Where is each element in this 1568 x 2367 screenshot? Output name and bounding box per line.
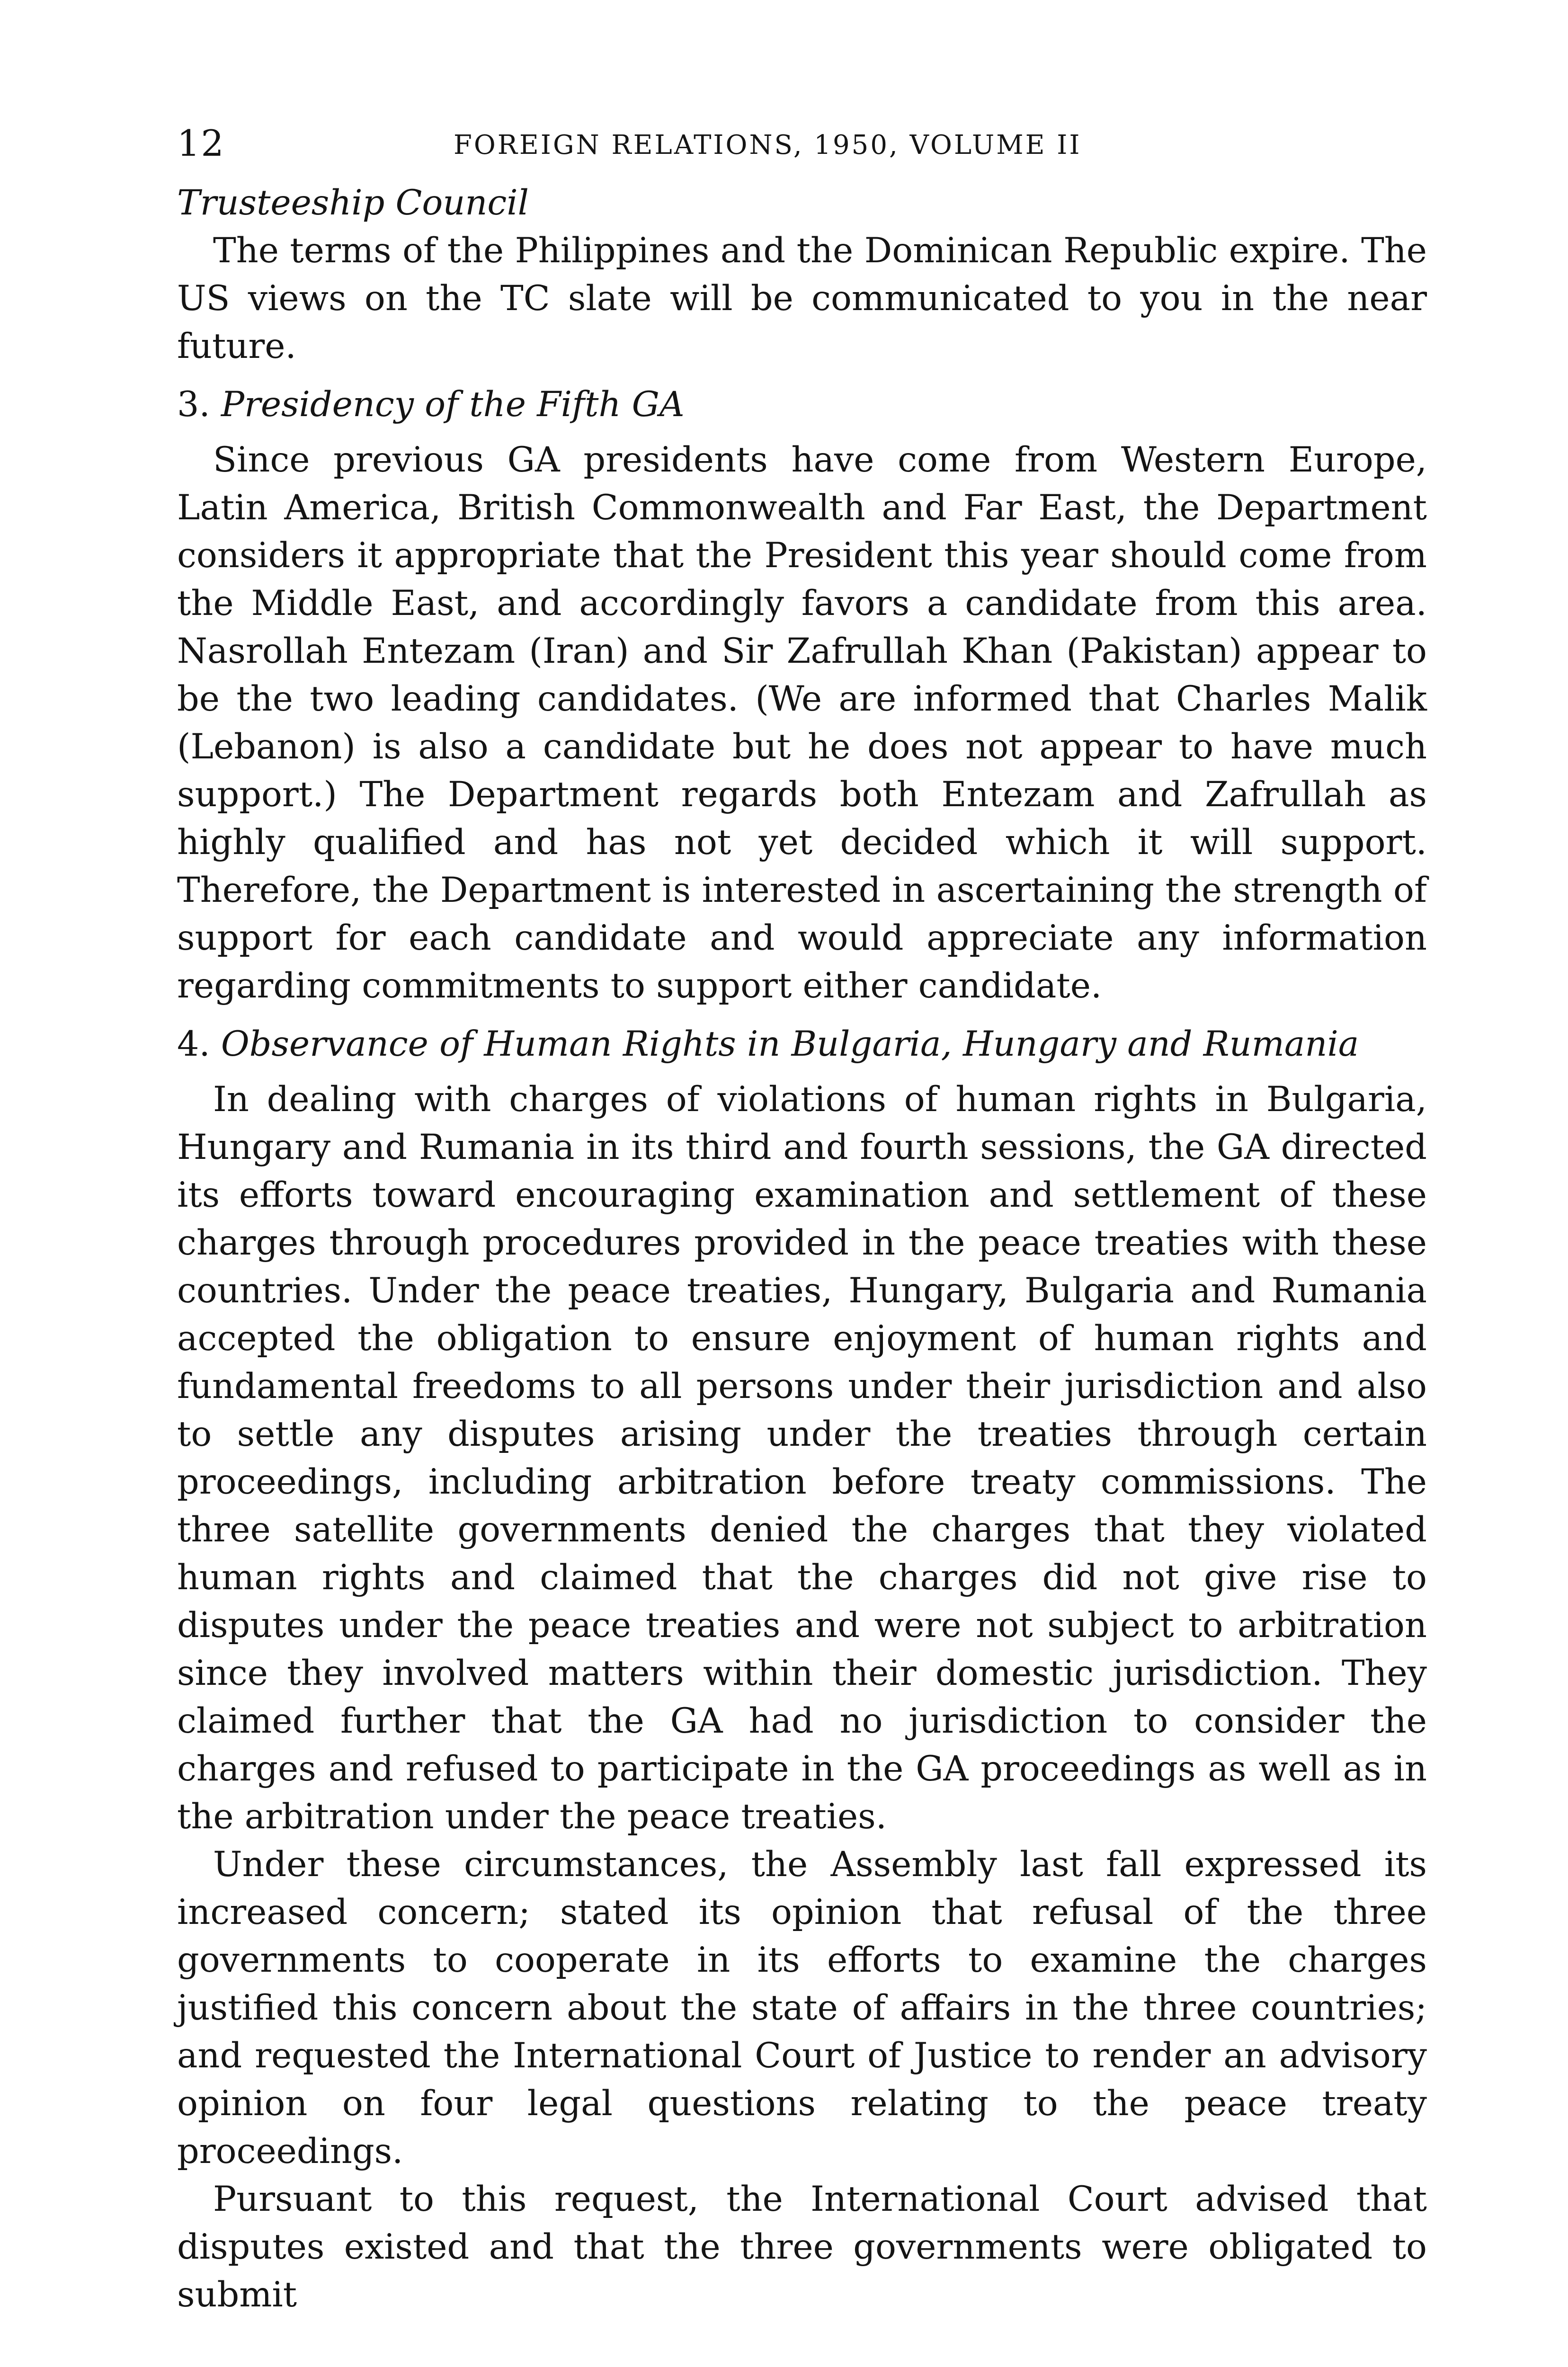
section-3-heading	[177, 381, 1427, 428]
section-spacer	[177, 370, 1427, 381]
trusteeship-subheading: Trusteeship Council	[177, 183, 529, 223]
page-number: 12	[177, 122, 225, 164]
document-page	[177, 122, 1427, 2319]
section-4-paragraph-2: Under these circumstances, the Assembly last fall expressed its increased concern; stated its opinion that refusal of the three governments to cooperate in its efforts to examine the charges justified this concern about the state of affairs in the three countries; and requested the International Court of Justice to render an advisory opinion on four legal questions relating to the peace treaty proceedings.	[177, 1844, 1427, 2171]
section-4-heading	[177, 1020, 1427, 1068]
section-3-number: 3.	[177, 384, 210, 425]
page-header	[177, 122, 1427, 179]
running-head: FOREIGN RELATIONS, 1950, VOLUME II	[454, 130, 1082, 160]
heading-spacer	[177, 428, 1427, 436]
section-spacer	[177, 1010, 1427, 1020]
section-3-title: Presidency of the Fifth GA	[221, 384, 685, 425]
trusteeship-paragraph: The terms of the Philippines and the Dominican Republic expire. The US views on the TC slate will be communicated to you in the near future.	[177, 231, 1427, 366]
section-4-number: 4.	[177, 1024, 210, 1064]
section-4-paragraph-3: Pursuant to this request, the International Court advised that disputes existed and that the three governments were obligated to submit	[177, 2179, 1427, 2315]
section-4-paragraph-1: In dealing with charges of violations of human rights in Bulgaria, Hungary and Rumania in its third and fourth sessions, the GA directed its efforts toward encouraging examination and settlement of these charges through procedures provided in the peace treaties with these countries. Under the peace treaties, Hungary, Bulgaria and Rumania accepted the obligation to ensure enjoyment of human rights and fundamental freedoms to all persons under their jurisdiction and also to settle any disputes arising under the treaties through certain proceedings, including arbitration before treaty commissions. The three satellite governments denied the charges that they violated human rights and claimed that the charges did not give rise to disputes under the peace treaties and were not subject to arbitration since they involved matters within their domestic jurisdiction. They claimed further that the GA had no jurisdiction to consider the charges and refused to participate in the GA proceedings as well as in the arbitration under the peace treaties.	[177, 1079, 1427, 1837]
section-4-title: Observance of Human Rights in Bulgaria, Hungary and Rumania	[221, 1024, 1359, 1064]
section-3-paragraph: Since previous GA presidents have come from Western Europe, Latin America, British Commonwealth and Far East, the Department considers it appropriate that the President this year should come from the Middle East, and accordingly favors a candidate from this area. Nasrollah Entezam (Iran) and Sir Zafrullah Khan (Pakistan) appear to be the two leading candidates. (We are informed that Charles Malik (Lebanon) is also a candidate but he does not appear to have much support.) The Department regards both Entezam and Zafrullah as highly qualified and has not yet decided which it will support. Therefore, the Department is interested in ascertaining the strength of support for each candidate and would appreciate any information regarding commitments to support either candidate.	[177, 440, 1427, 1006]
body-text	[177, 179, 1427, 2319]
heading-spacer	[177, 1068, 1427, 1076]
